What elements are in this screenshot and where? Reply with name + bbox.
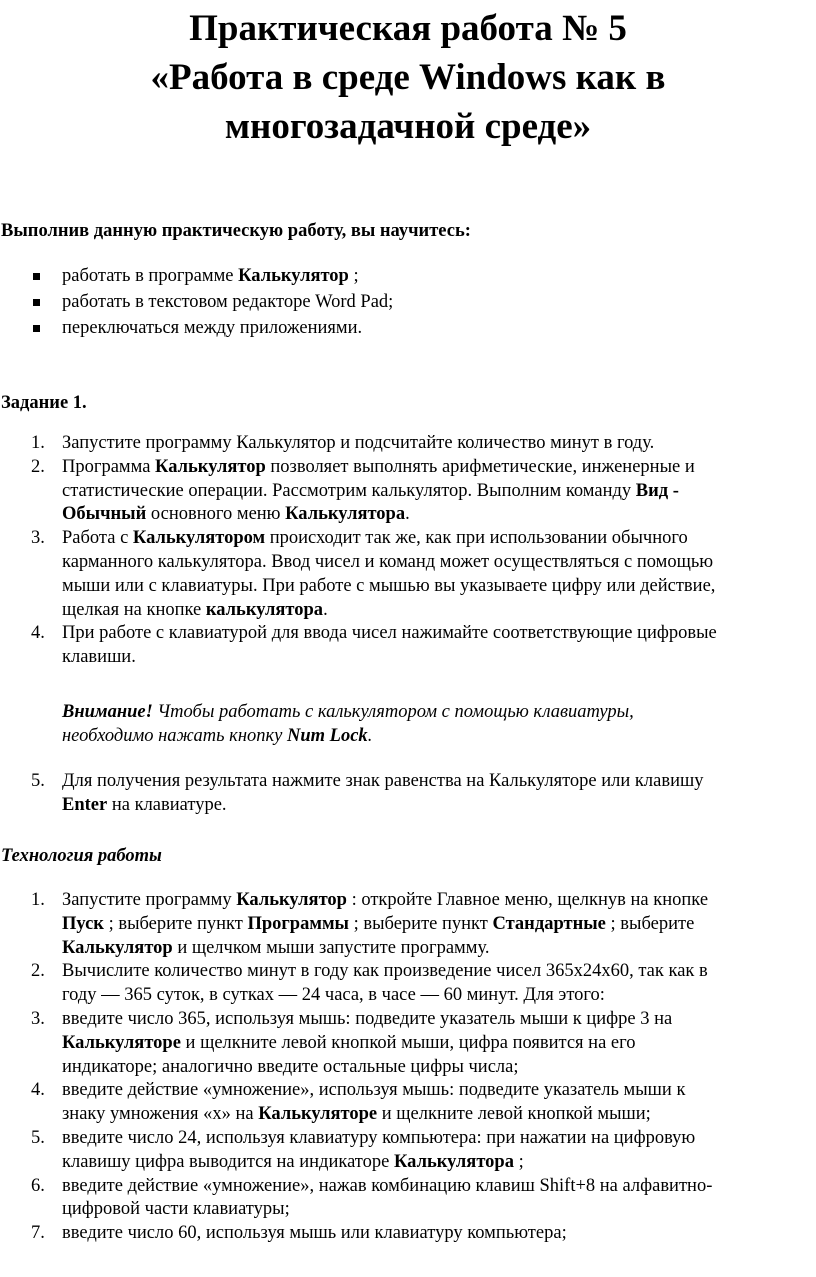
list-item: 7. введите число 60, используя мышь или клавиатуру компьютера; (31, 1223, 567, 1244)
list-item: работать в программе Калькулятор ; (0, 263, 393, 289)
attention-note: Внимание! Чтобы работать с калькулятором с помощью клавиатуры, необходимо нажать кнопку Num Lock. (62, 702, 634, 746)
list-item: 5. введите число 24, используя клавиатуру компьютера: при нажатии на цифровую клавишу цифра выводится на индикаторе Калькулятора ; (31, 1127, 696, 1172)
task1-heading: Задание 1. (1, 393, 87, 413)
list-item: 2. Программа Калькулятор позволяет выполнять арифметические, инженерные и статистические операции. Рассмотрим калькулятор. Выполним команду Вид - Обычный основного меню Калькулятора. (31, 456, 695, 525)
list-item: 1. Запустите программу Калькулятор : откройте Главное меню, щелкнув на кнопке Пуск ; выберите пункт Программы ; выберите пункт Стандартные ; выберите Калькулятор и щелчком мыши запустите программу. (31, 890, 709, 958)
title-line: «Работа в среде Windows как в (150, 57, 666, 98)
list-item: 5. Для получения результата нажмите знак равенства на Калькуляторе или клавишу Enter на клавиатуре. (31, 771, 704, 815)
intro-heading: Выполнив данную практическую работу, вы научитесь: (1, 221, 471, 241)
square-bullet-icon (33, 299, 40, 306)
technology-heading: Технология работы (1, 846, 162, 866)
list-item: работать в текстовом редакторе Word Pad; (0, 289, 393, 315)
list-item: 2. Вычислите количество минут в году как произведение чисел 365x24x60, так как в году — 365 суток, в сутках — 24 часа, в часе — 60 минут. Для этого: (31, 961, 708, 1006)
list-item: 1. Запустите программу Калькулятор и подсчитайте количество минут в году. (31, 433, 655, 453)
list-item: 3. Работа с Калькулятором происходит так же, как при использовании обычного карманного калькулятора. Ввод чисел и команд может осуществляться с помощью мыши или с клавиатуры. При работе с мышью вы указываете цифру или действие, щелкая на кнопке калькулятора. (31, 528, 716, 620)
square-bullet-icon (33, 325, 40, 332)
task1-list (0, 432, 812, 670)
list-item: 6. введите действие «умножение», нажав комбинацию клавиш Shift+8 на алфавитно- цифровой части клавиатуры; (31, 1175, 713, 1220)
technology-list (0, 889, 812, 1246)
list-item: переключаться между приложениями. (0, 315, 393, 341)
square-bullet-icon (33, 273, 40, 280)
task1-list-continued (0, 770, 812, 818)
page-title (0, 4, 816, 151)
title-line: многозадачной среде» (224, 106, 592, 147)
title-line: Практическая работа № 5 (189, 8, 627, 49)
list-item: 3. введите число 365, используя мышь: подведите указатель мыши к цифре 3 на Калькуляторе и щелкните левой кнопкой мыши, цифра появится на его индикаторе; аналогично введите остальные цифры числа; (31, 1008, 673, 1077)
list-item: 4. введите действие «умножение», используя мышь: подведите указатель мыши к знаку умножения «х» на Калькуляторе и щелкните левой кнопкой мыши; (31, 1080, 686, 1125)
list-item: 4. При работе с клавиатурой для ввода чисел нажимайте соответствующие цифровые клавиши. (31, 623, 717, 668)
learning-goals-list (0, 263, 393, 341)
